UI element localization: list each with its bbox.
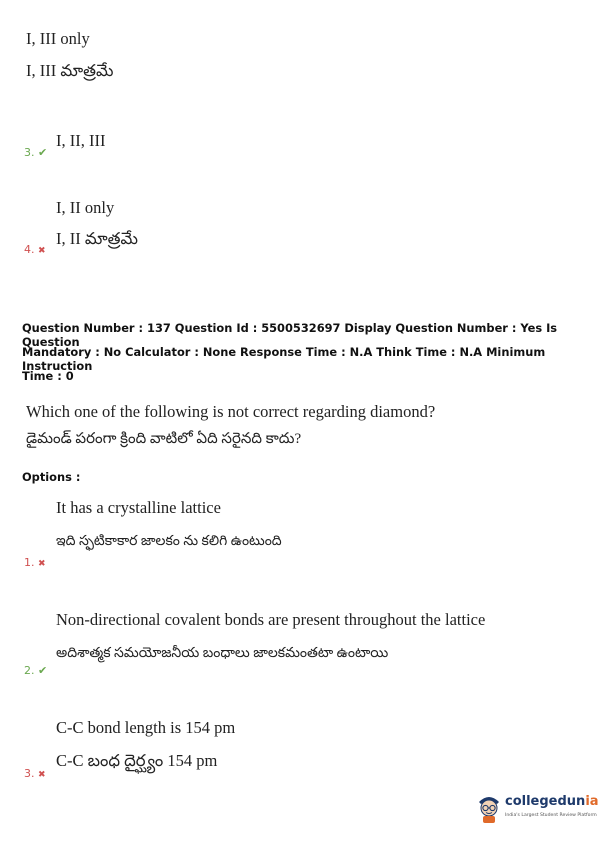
option-number: 4. — [24, 243, 35, 256]
prev-option-2-line1: I, III only — [26, 29, 90, 48]
option-1-marker — [24, 556, 46, 569]
logo-wordmark — [505, 794, 599, 809]
cross-icon: ✖ — [38, 770, 46, 780]
option-2-marker — [24, 664, 47, 677]
option-number: 3. — [24, 767, 35, 780]
logo-tagline: India's Largest Student Review Platform — [505, 813, 597, 818]
question-meta-line2: Mandatory : No Calculator : None Response Time : N.A Think Time : N.A Minimum Instruction — [22, 345, 546, 373]
option-number: 3. — [24, 146, 35, 159]
option-3-marker — [24, 767, 46, 780]
question-text-te: డైమండ్ పరంగా క్రింది వాటిలో ఏది సరైనది కాదు? — [26, 431, 302, 447]
prev-option-4-line1: I, II only — [56, 198, 115, 217]
prev-option-2-line2: I, III మాత్రమే — [26, 61, 114, 80]
option-3-line2: C-C బంధ దైర్ఘ్యం 154 pm — [56, 751, 218, 770]
question-meta-line1: Question Number : 137 Question Id : 5500532697 Display Question Number : Yes Is Question — [22, 321, 558, 349]
option-1-line1: It has a crystalline lattice — [56, 498, 221, 517]
option-2-line2: అదిశాత్మక సమయోజనీయ బంధాలు జాలకమంతటా ఉంటాయి — [56, 646, 389, 661]
option-3-line1: C-C bond length is 154 pm — [56, 718, 236, 737]
prev-option-3-marker — [24, 146, 47, 159]
option-1-line2: ఇది స్ఫటికాకార జాలకం ను కలిగి ఉంటుంది — [56, 534, 282, 549]
question-meta-line3: Time : 0 — [22, 369, 74, 383]
question-text-en: Which one of the following is not correct regarding diamond? — [26, 402, 436, 421]
option-number: 2. — [24, 664, 35, 677]
cross-icon: ✖ — [38, 246, 46, 256]
option-2-line1: Non-directional covalent bonds are present throughout the lattice — [56, 610, 486, 629]
check-icon: ✔ — [38, 146, 48, 159]
prev-option-4-marker — [24, 243, 46, 256]
logo-wordmark-b: ia — [585, 794, 599, 809]
mascot-icon — [475, 790, 503, 824]
option-number: 1. — [24, 556, 35, 569]
check-icon: ✔ — [38, 664, 48, 677]
collegedunia-logo — [475, 790, 599, 830]
logo-wordmark-a: collegedun — [505, 794, 586, 809]
prev-option-4-line2: I, II మాత్రమే — [56, 229, 138, 248]
options-label: Options : — [22, 470, 81, 484]
prev-option-3-line1: I, II, III — [56, 131, 106, 150]
cross-icon: ✖ — [38, 559, 46, 569]
